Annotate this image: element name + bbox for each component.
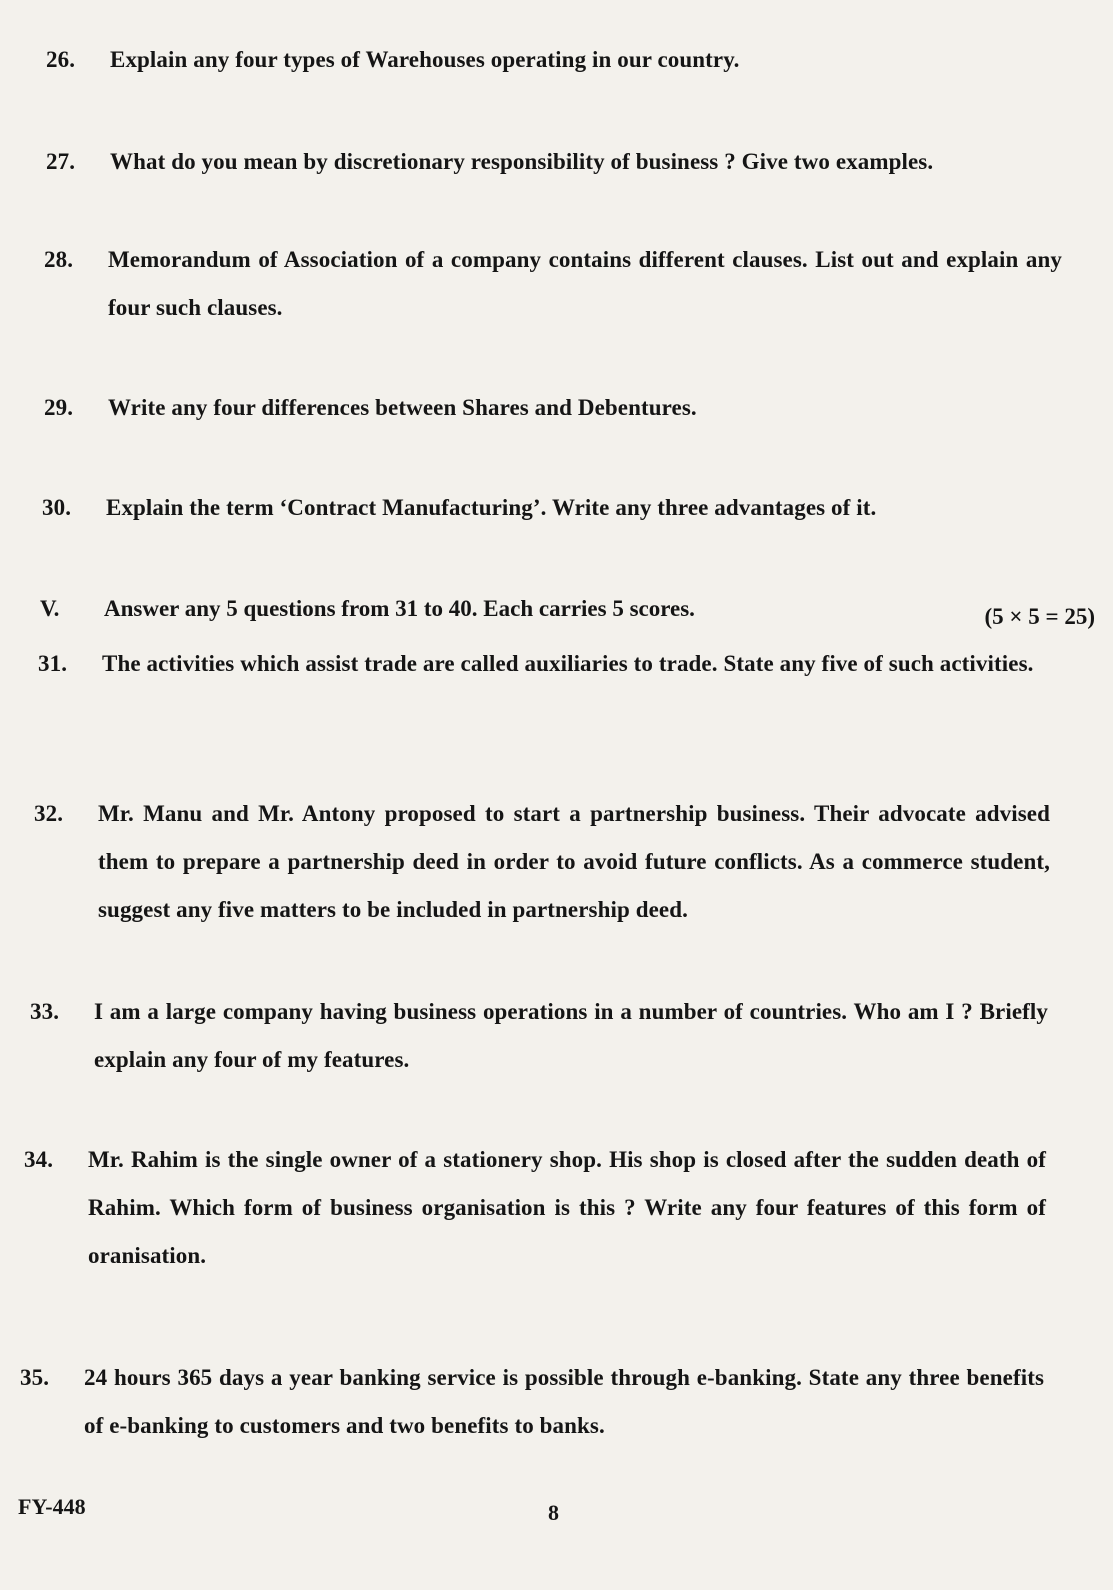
question-35 [20, 1354, 1044, 1450]
question-number: 28. [44, 247, 74, 272]
question-number: 29. [44, 395, 74, 420]
section-instruction: Answer any 5 questions from 31 to 40. Each carries 5 scores. [104, 596, 695, 621]
question-text: What do you mean by discretionary responsibility of business ? Give two examples. [110, 149, 934, 174]
question-text: Mr. Manu and Mr. Antony proposed to start a partnership business. Their advocate advised them to prepare a partnership deed in order to avoid future conflicts. As a commerce student, suggest any five matters to be included in partnership deed. [98, 801, 1050, 922]
question-text: Mr. Rahim is the single owner of a stationery shop. His shop is closed after the sudden death of Rahim. Which form of business organisation is this ? Write any four features of this form of oranisation. [88, 1147, 1046, 1268]
question-29 [44, 384, 1062, 432]
question-31 [38, 640, 1050, 688]
question-28 [44, 236, 1062, 332]
question-number: 31. [38, 651, 68, 676]
question-number: 33. [30, 999, 60, 1024]
question-number: 27. [46, 149, 76, 174]
question-text: 24 hours 365 days a year banking service is possible through e-banking. State any three benefits of e-banking to customers and two benefits to banks. [84, 1365, 1044, 1438]
section-number: V. [40, 596, 60, 621]
question-34 [24, 1136, 1046, 1280]
section-marks: (5 × 5 = 25) [984, 604, 1095, 629]
question-text: Write any four differences between Shares and Debentures. [108, 395, 697, 420]
section-header [40, 594, 1095, 634]
question-33 [30, 988, 1048, 1084]
question-27 [46, 138, 1061, 186]
question-text: Memorandum of Association of a company contains different clauses. List out and explain any four such clauses. [108, 247, 1062, 320]
question-text: Explain the term ‘Contract Manufacturing’. Write any three advantages of it. [106, 495, 877, 520]
question-text: The activities which assist trade are called auxiliaries to trade. State any five of such activities. [102, 651, 1034, 676]
question-number: 32. [34, 801, 64, 826]
question-number: 34. [24, 1147, 54, 1172]
question-number: 35. [20, 1365, 50, 1390]
question-26 [46, 36, 1061, 84]
question-number: 30. [42, 495, 72, 520]
page-number: 8 [548, 1500, 559, 1525]
question-30 [42, 484, 1062, 532]
question-text: I am a large company having business operations in a number of countries. Who am I ? Briefly explain any four of my features. [94, 999, 1048, 1072]
question-text: Explain any four types of Warehouses operating in our country. [110, 47, 740, 72]
paper-code: FY-448 [18, 1494, 86, 1519]
question-number: 26. [46, 47, 76, 72]
question-32 [34, 790, 1050, 934]
